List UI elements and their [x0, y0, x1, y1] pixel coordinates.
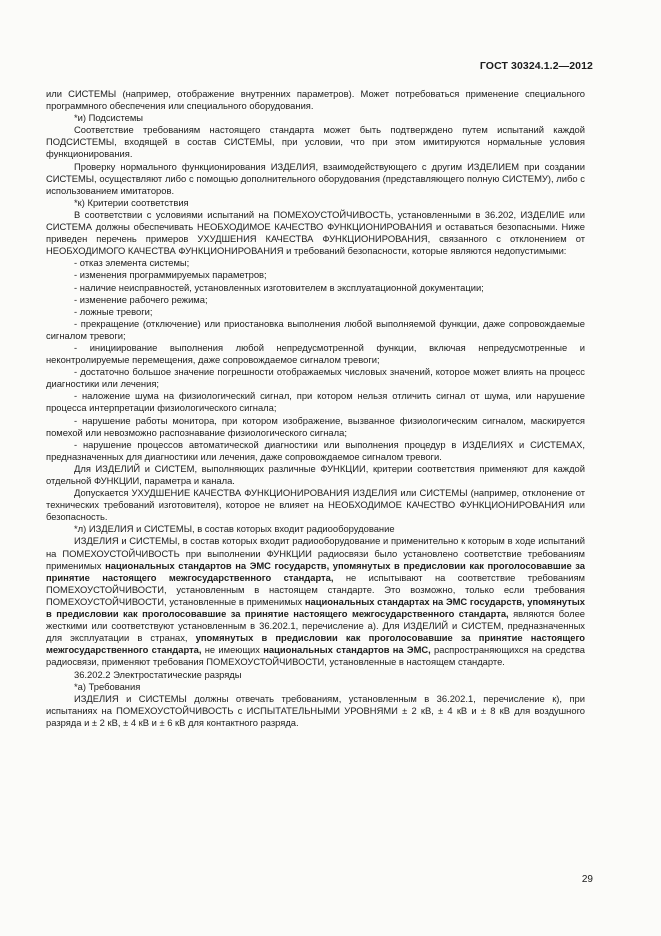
list-item: - нарушение процессов автоматической диагностики или выполнения процедур в ИЗДЕЛИЯХ и СИСТЕМАХ, предназначенных для диагностики или лечения, даже сопровождаемое сигналом тревоги.: [46, 438, 585, 462]
section-heading: *а) Требования: [74, 680, 141, 692]
radio-text-4: не имеющих: [201, 644, 264, 656]
paragraph: В соответствии с условиями испытаний на ПОМЕХОУСТОЙЧИВОСТЬ, установленными в 36.202, ИЗДЕЛИЕ или СИСТЕМА должны обеспечивать НЕОБХОДИМОЕ КАЧЕСТВО ФУНКЦИОНИРОВАНИЯ и оставаться безопасными. Ниже приведен перечень примеров УХУДШЕНИЯ КАЧЕСТВА ФУНКЦИОНИРОВАНИЯ, связанного с отклонением от НЕОБХОДИМОГО КАЧЕСТВА ФУНКЦИОНИРОВАНИЯ и требований безопасности, которые являются недопустимыми:: [46, 208, 585, 257]
paragraph: ИЗДЕЛИЯ и СИСТЕМЫ должны отвечать требованиям, установленным в 36.202.1, перечисление к), при испытаниях на ПОМЕХОУСТОЙЧИВОСТЬ с ИСПЫТАТЕЛЬНЫМИ УРОВНЯМИ ± 2 кВ, ± 4 кВ и ± 8 кВ для воздушного разряда и ± 2 кВ, ± 4 кВ и ± 6 кВ для контактного разряда.: [46, 692, 585, 728]
paragraph: Проверку нормального функционирования ИЗДЕЛИЯ, взаимодействующего с другим ИЗДЕЛИЕМ при создании СИСТЕМЫ, осуществляют либо с помощью дополнительного оборудования (представляющего полную СИСТЕМУ), либо с использованием имитаторов.: [46, 160, 585, 196]
list-item: - нарушение работы монитора, при котором изображение, вызванное физиологическим сигналом, маскируется помехой или невозможно распознавание физиологического сигнала;: [46, 414, 585, 438]
radio-bold-4: национальных стандартов на ЭМС,: [263, 644, 431, 656]
radio-bold-3: упомянутых в предисловии как проголосовавшие за принятие настоящего межгосударственного стандарта,: [46, 632, 585, 656]
list-item: - ложные тревоги;: [74, 305, 153, 317]
body-text: [46, 88, 585, 729]
page-number: 29: [581, 874, 593, 885]
section-heading: *и) Подсистемы: [74, 112, 144, 124]
radio-bold-2: национальных стандартах на ЭМС государств, упомянутых в предисловии как проголосовавшие за принятие настоящего межгосударственного стандарта,: [46, 595, 585, 620]
list-item: - инициирование выполнения любой непредусмотренной функции, включая непредусмотренные и неконтролируемые перемещения, даже сопровождаемое сигналом тревоги;: [46, 341, 585, 366]
list-item: - отказ элемента системы;: [74, 257, 190, 269]
radio-text-2: не испытывают на соответствие требованиям ПОМЕХОУСТОЙЧИВОСТИ, установленным в настоящем стандарте. Это возможно, только если требования ПОМЕХОУСТОЙЧИВОСТИ, установленные в применимых: [46, 571, 585, 607]
radio-bold-1: национальных стандартов на ЭМС государств, упомянутых в предисловии как проголосовавшие за принятие настоящего межгосударственного стандарта,: [46, 559, 586, 583]
radio-text-1: ИЗДЕЛИЯ и СИСТЕМЫ, в состав которых входит радиооборудование и применительно к которым в ходе испытаний на ПОМЕХОУСТОЙЧИВОСТЬ при выполнении ФУНКЦИИ радиосвязи было установлено соответствие требованиям применимых: [46, 535, 585, 571]
section-heading: *к) Критерии соответствия: [74, 196, 189, 208]
list-item: - изменение рабочего режима;: [74, 293, 208, 305]
paragraph: Допускается УХУДШЕНИЕ КАЧЕСТВА ФУНКЦИОНИРОВАНИЯ ИЗДЕЛИЯ или СИСТЕМЫ (например, отклонение от технических требований изготовителя), которое не влияет на НЕОБХОДИМОЕ КАЧЕСТВО ФУНКЦИОНИРОВАНИЯ или безопасность.: [46, 487, 585, 523]
list-item: - прекращение (отключение) или приостановка выполнения любой выполняемой функции, даже сопровождаемые сигналом тревоги;: [46, 317, 585, 341]
radio-text-3: являются более жесткими или соответствуют установленным в 36.202.1, перечисление а). Для ИЗДЕЛИЙ и СИСТЕМ, предназначенных для эксплуатации в странах,: [46, 608, 585, 644]
radio-text-5: распространяющихся на средства радиосвязи, применяют требования ПОМЕХОУСТОЙЧИВОСТИ, установленные в настоящем стандарте.: [46, 644, 585, 668]
list-item: - достаточно большое значение погрешности отображаемых числовых значений, которое может влиять на процесс диагностики или лечения;: [46, 366, 585, 390]
subsection-heading: 36.202.2 Электростатические разряды: [74, 668, 242, 680]
paragraph: или СИСТЕМЫ (например, отображение внутренних параметров). Может потребоваться применение специального программного обеспечения или специального оборудования.: [46, 88, 585, 112]
list-item: - наложение шума на физиологический сигнал, при котором нельзя отличить сигнал от шума, или нарушение процесса интерпретации физиологического сигнала;: [46, 390, 585, 414]
paragraph: Для ИЗДЕЛИЙ и СИСТЕМ, выполняющих различные ФУНКЦИИ, критерии соответствия применяют для каждой отдельной ФУНКЦИИ, параметра и канала.: [46, 462, 585, 486]
list-item: - наличие неисправностей, установленных изготовителем в эксплуатационной документации;: [74, 281, 484, 293]
paragraph: Соответствие требованиям настоящего стандарта может быть подтверждено путем испытаний каждой ПОДСИСТЕМЫ, входящей в состав СИСТЕМЫ, при условии, что при этом имитируются нормальные условия функционирования.: [46, 124, 585, 160]
list-item: - изменения программируемых параметров;: [74, 269, 267, 281]
section-heading: *л) ИЗДЕЛИЯ и СИСТЕМЫ, в состав которых входит радиооборудование: [74, 523, 395, 535]
document-header: ГОСТ 30324.1.2—2012: [479, 60, 593, 72]
radio-paragraph: [46, 535, 585, 668]
